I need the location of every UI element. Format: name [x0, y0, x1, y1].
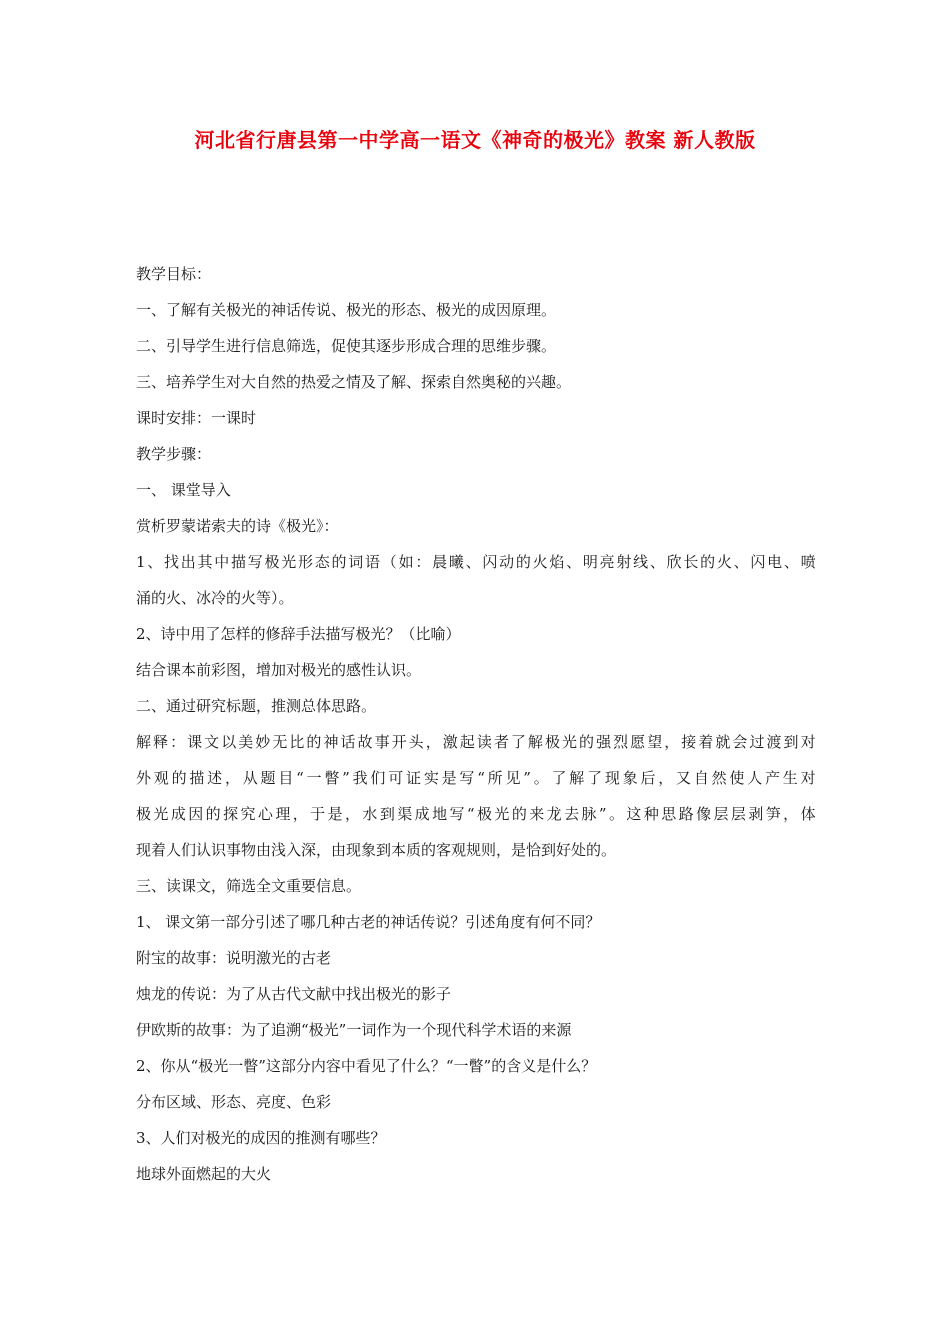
text-line: 1、找出其中描写极光形态的词语（如：晨曦、闪动的火焰、明亮射线、欣长的火、闪电、喷 [136, 553, 816, 571]
text-line: 三、读课文，筛选全文重要信息。 [136, 877, 362, 895]
text-line: 一、了解有关极光的神话传说、极光的形态、极光的成因原理。 [136, 301, 557, 319]
text-line: 伊欧斯的故事：为了追溯“极光”一词作为一个现代科学术语的来源 [136, 1021, 572, 1039]
text-line: 三、培养学生对大自然的热爱之情及了解、探索自然奥秘的兴趣。 [136, 373, 572, 391]
document-body [136, 262, 816, 1198]
text-line: 3、人们对极光的成因的推测有哪些？ [136, 1129, 386, 1147]
text-line: 二、引导学生进行信息筛选，促使其逐步形成合理的思维步骤。 [136, 337, 557, 355]
text-line: 1、 课文第一部分引述了哪几种古老的神话传说？引述角度有何不同？ [136, 913, 601, 931]
text-line: 分布区域、形态、亮度、色彩 [136, 1093, 332, 1111]
text-line: 解释：课文以美妙无比的神话故事开头，激起读者了解极光的强烈愿望，接着就会过渡到对 [136, 733, 816, 751]
text-line: 烛龙的传说：为了从古代文献中找出极光的影子 [136, 985, 452, 1003]
text-line: 二、通过研究标题，推测总体思路。 [136, 697, 377, 715]
text-line: 现着人们认识事物由浅入深，由现象到本质的客观规则，是恰到好处的。 [136, 841, 617, 859]
text-line: 外观的描述，从题目“一瞥”我们可证实是写“所见”。了解了现象后，又自然使人产生对 [136, 769, 816, 787]
text-line: 附宝的故事：说明激光的古老 [136, 949, 332, 967]
text-line: 地球外面燃起的大火 [136, 1165, 272, 1183]
text-line: 一、 课堂导入 [136, 481, 231, 499]
text-line: 2、诗中用了怎样的修辞手法描写极光？（比喻） [136, 625, 461, 643]
text-line: 结合课本前彩图，增加对极光的感性认识。 [136, 661, 422, 679]
text-line: 课时安排：一课时 [136, 409, 257, 427]
text-line: 赏析罗蒙诺索夫的诗《极光》： [136, 517, 339, 535]
text-line: 教学目标： [136, 265, 212, 283]
document-title: 河北省行唐县第一中学高一语文《神奇的极光》教案 新人教版 [194, 128, 756, 152]
text-line: 极光成因的探究心理，于是，水到渠成地写“极光的来龙去脉”。这种思路像层层剥笋，体 [136, 805, 816, 823]
text-line: 2、你从“极光一瞥”这部分内容中看见了什么？“一瞥”的含义是什么？ [136, 1057, 597, 1075]
text-line: 涌的火、冰冷的火等）。 [136, 589, 294, 607]
text-line: 教学步骤： [136, 445, 212, 463]
